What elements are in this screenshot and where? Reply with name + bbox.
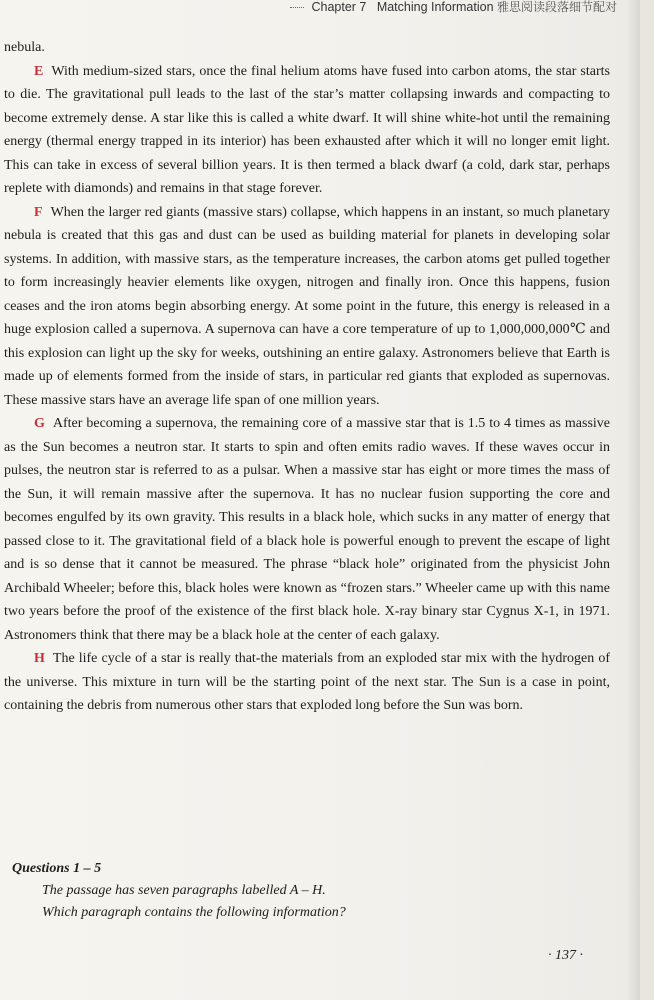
passage-body bbox=[4, 36, 610, 718]
paragraph-text: With medium-sized stars, once the final helium atoms have fused into carbon atoms, the star starts to die. The gravitational pull leads to the last of the star’s matter collapsing inwards and compacting to become extremely dense. A star like this is called a white dwarf. It will shine white-hot until the remaining energy (thermal energy trapped in its interior) has been exhausted after which it will no longer emit light. This can take in excess of several billion years. It is then termed a black dwarf (a cold, dark star, perhaps replete with diamonds) and remains in that stage forever. bbox=[4, 63, 610, 196]
questions-instruction-1: The passage has seven paragraphs labelled A – H. bbox=[42, 883, 326, 898]
questions-section bbox=[12, 858, 602, 924]
questions-title: Questions 1 – 5 bbox=[12, 861, 102, 876]
paragraph-text: After becoming a supernova, the remaining core of a massive star that is 1.5 to 4 times as massive as the Sun becomes a neutron star. It starts to spin and often emits radio waves. If these waves occur in pulses, the neutron star is referred to as a pulsar. When a massive star has eight or more times the mass of the Sun, it will remain massive after the supernova. It has no nuclear fusion supporting the core and becomes engulfed by its own gravity. This results in a black hole, which sucks in any matter of energy that passed close to it. The gravitational field of a black hole is powerful enough to prevent the escape of light and is so dense that it cannot be measured. The phrase “black hole” originated from the physicist John Archibald Wheeler; before this, black holes were known as “frozen stars.” Wheeler came up with this name two years before the proof of the existence of the first black hole. X-ray binary star Cygnus X-1, in 1971. Astronomers think that there may be a black hole at the center of each galaxy. bbox=[4, 416, 610, 643]
paragraph-text: When the larger red giants (massive stars) collapse, which happens in an instant, so much planetary nebula is created that this gas and dust can be used as building material for planets in developing solar systems. In addition, with massive stars, as the temperature increases, the carbon atoms get pulled together to form increasingly heavier elements like oxygen, nitrogen and finally iron. Once this happens, fusion ceases and the iron atoms begin absorbing energy. At some point in the future, this energy is released in a huge explosion called a supernova. A supernova can have a core temperature of up to 1,000,000,000℃ and this explosion can light up the sky for weeks, outshining an entire galaxy. Astronomers believe that Earth is made up of elements formed from the inside of stars, in particular red giants that exploded as supernovas. These massive stars have an average life span of one million years. bbox=[4, 204, 610, 408]
paragraph-text: The life cycle of a star is really that-the materials from an exploded star mix with the hydrogen of the universe. This mixture in turn will be the starting point of the next star. The Sun is a case in point, containing the debris from numerous other stars that exploded long before the Sun was born. bbox=[4, 651, 610, 713]
paragraph-text: nebula. bbox=[4, 40, 45, 55]
paragraph-letter: H bbox=[34, 651, 45, 666]
paragraph-h bbox=[4, 647, 610, 718]
page-gutter bbox=[626, 0, 640, 1000]
questions-instruction-2: Which paragraph contains the following information? bbox=[42, 905, 346, 920]
paragraph-g bbox=[4, 412, 610, 647]
header-subtitle-zh: 雅思阅读段落细节配对 bbox=[497, 0, 618, 14]
paragraph-continuation bbox=[4, 36, 610, 60]
header-chapter: Chapter 7 bbox=[311, 0, 367, 14]
paragraph-letter: E bbox=[34, 63, 44, 79]
page-number: · 137 · bbox=[548, 948, 583, 963]
paragraph-f bbox=[4, 201, 610, 413]
header-title: Matching Information bbox=[376, 0, 494, 14]
paragraph-letter: G bbox=[34, 416, 45, 431]
paragraph-e bbox=[4, 60, 610, 201]
running-header bbox=[290, 0, 640, 18]
paragraph-letter: F bbox=[34, 204, 43, 220]
header-leader bbox=[290, 7, 304, 8]
